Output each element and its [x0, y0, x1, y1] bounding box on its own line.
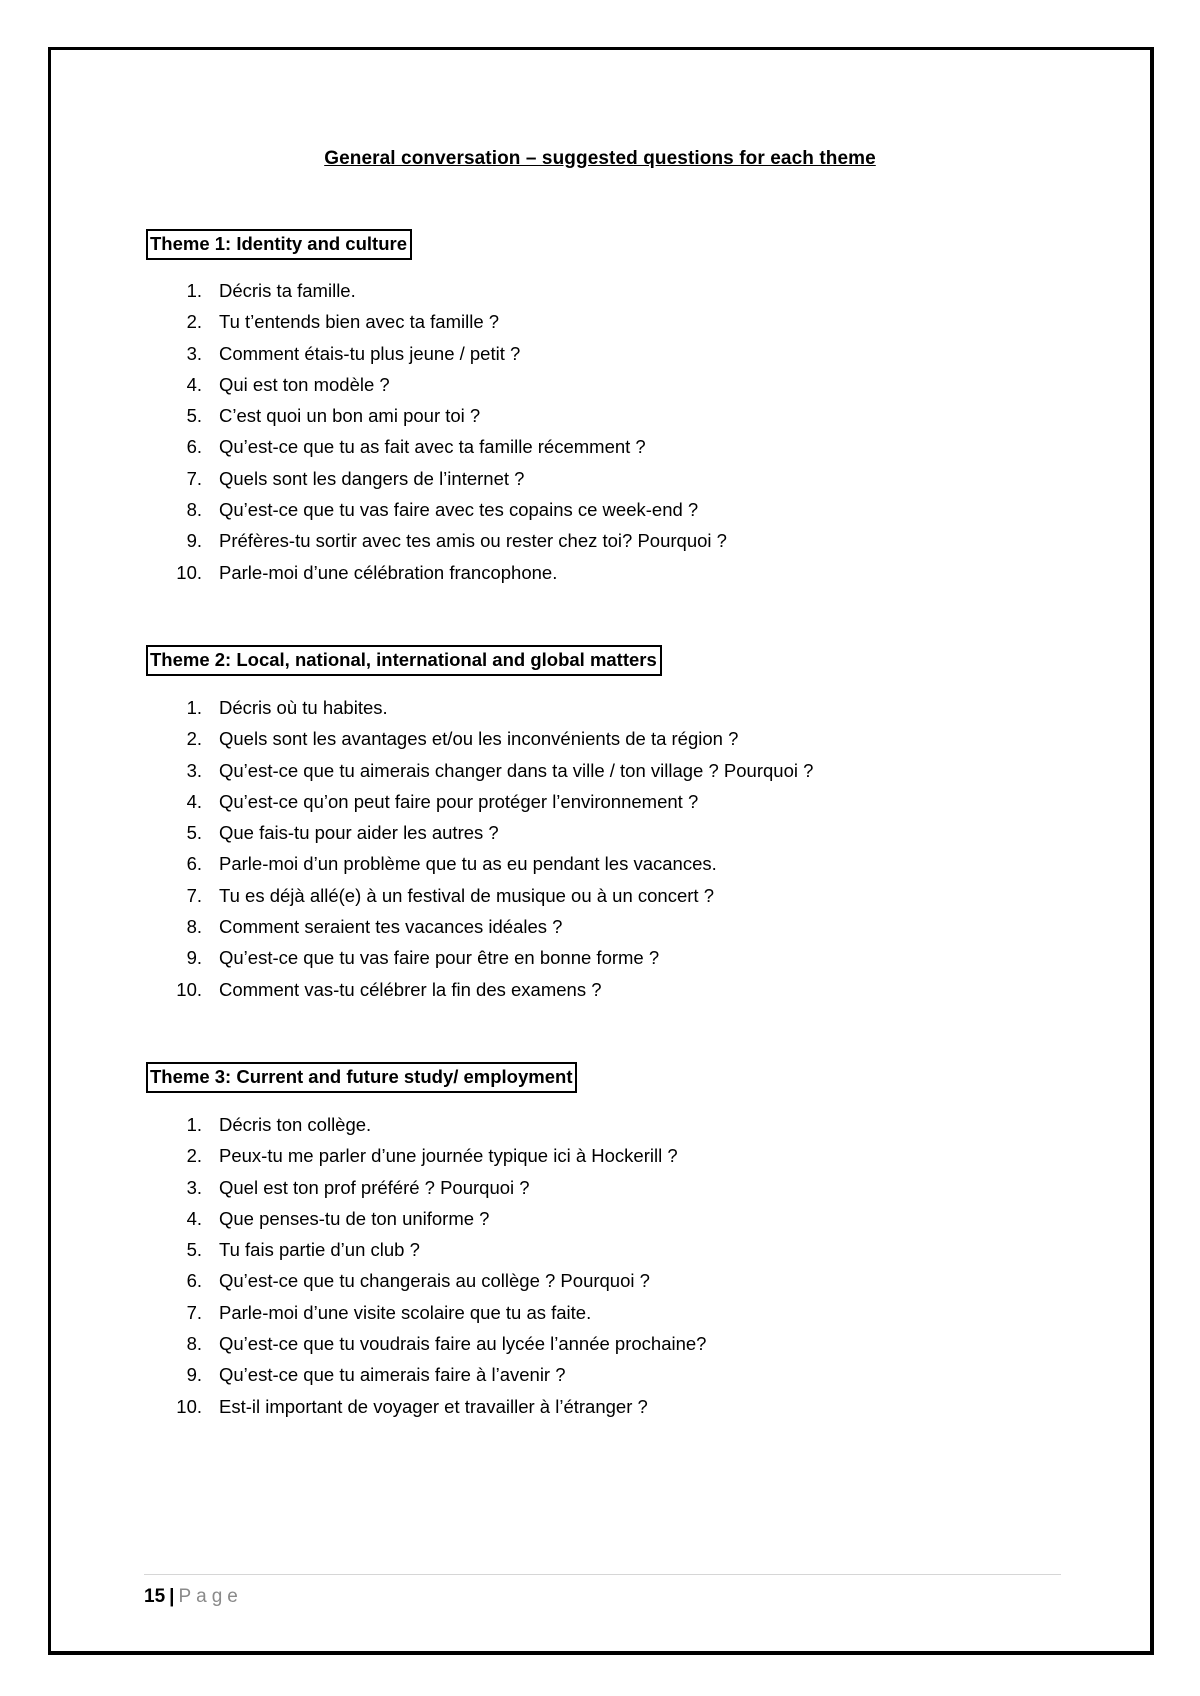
- question-text: Est-il important de voyager et travailler à l’étranger ?: [219, 1395, 648, 1417]
- list-item: [146, 1391, 706, 1422]
- footer-separator: |: [169, 1586, 175, 1607]
- list-item: [146, 786, 813, 817]
- question-text: Comment seraient tes vacances idéales ?: [219, 916, 563, 938]
- question-text: Que penses-tu de ton uniforme ?: [219, 1207, 490, 1229]
- list-item: [146, 1140, 706, 1171]
- list-number: 5.: [186, 1239, 202, 1261]
- question-text: Parle-moi d’une visite scolaire que tu as faite.: [219, 1301, 592, 1323]
- list-item: [146, 692, 813, 723]
- theme-2-question-list: [146, 692, 813, 1005]
- list-number: 8.: [186, 916, 202, 938]
- list-number: 5.: [186, 822, 202, 844]
- list-item: [146, 1297, 706, 1328]
- question-text: Préfères-tu sortir avec tes amis ou rester chez toi? Pourquoi ?: [219, 530, 727, 552]
- list-item: [146, 1203, 706, 1234]
- question-text: Qu’est-ce que tu aimerais changer dans ta ville / ton village ? Pourquoi ?: [219, 759, 814, 781]
- list-number: 5.: [186, 405, 202, 427]
- page-footer: [144, 1586, 243, 1608]
- list-item: [146, 817, 813, 848]
- list-item: [146, 1359, 706, 1390]
- question-text: Parle-moi d’une célébration francophone.: [219, 561, 558, 583]
- question-text: Qu’est-ce que tu vas faire avec tes copains ce week-end ?: [219, 499, 699, 521]
- list-number: 2.: [186, 311, 202, 333]
- list-number: 9.: [186, 1364, 202, 1386]
- list-number: 3.: [186, 1176, 202, 1198]
- list-number: 3.: [186, 342, 202, 364]
- question-text: Parle-moi d’un problème que tu as eu pendant les vacances.: [219, 853, 717, 875]
- list-item: [146, 848, 813, 879]
- theme-1-question-list: [146, 275, 727, 588]
- list-number: 7.: [186, 884, 202, 906]
- list-number: 3.: [186, 759, 202, 781]
- theme-2-heading: Theme 2: Local, national, international and global matters: [146, 645, 662, 676]
- page-label: Page: [178, 1586, 243, 1607]
- list-number: 6.: [186, 853, 202, 875]
- list-item: [146, 880, 813, 911]
- list-item: [146, 1109, 706, 1140]
- list-number: 4.: [186, 373, 202, 395]
- list-item: [146, 369, 727, 400]
- question-text: Quel est ton prof préféré ? Pourquoi ?: [219, 1176, 530, 1198]
- list-number: 2.: [186, 728, 202, 750]
- page-title: General conversation – suggested questions for each theme: [324, 148, 876, 169]
- list-number: 6.: [186, 1270, 202, 1292]
- question-text: Décris où tu habites.: [219, 697, 388, 718]
- question-text: Comment étais-tu plus jeune / petit ?: [219, 342, 521, 364]
- list-number: 8.: [186, 1333, 202, 1355]
- question-text: Quels sont les avantages et/ou les inconvénients de ta région ?: [219, 728, 739, 750]
- question-text: Qui est ton modèle ?: [219, 373, 390, 395]
- list-number: 7.: [186, 467, 202, 489]
- list-item: [146, 911, 813, 942]
- list-number: 6.: [186, 436, 202, 458]
- question-text: Que fais-tu pour aider les autres ?: [219, 822, 499, 844]
- footer-divider: [144, 1574, 1061, 1575]
- list-number: 9.: [186, 947, 202, 969]
- list-number: 2.: [186, 1145, 202, 1167]
- list-number: 9.: [186, 530, 202, 552]
- list-item: [146, 275, 727, 306]
- question-text: Qu’est-ce que tu aimerais faire à l’avenir ?: [219, 1364, 566, 1386]
- question-text: Qu’est-ce que tu changerais au collège ? Pourquoi ?: [219, 1270, 650, 1292]
- list-item: [146, 306, 727, 337]
- list-item: [146, 338, 727, 369]
- list-item: [146, 431, 727, 462]
- question-text: C’est quoi un bon ami pour toi ?: [219, 405, 481, 427]
- list-number: 4.: [186, 790, 202, 812]
- list-item: [146, 1265, 706, 1296]
- list-item: [146, 1234, 706, 1265]
- question-text: Quels sont les dangers de l’internet ?: [219, 467, 525, 489]
- list-number: 8.: [186, 499, 202, 521]
- list-item: [146, 400, 727, 431]
- question-text: Tu fais partie d’un club ?: [219, 1239, 420, 1261]
- list-item: [146, 755, 813, 786]
- list-item: [146, 557, 727, 588]
- list-number: 1.: [186, 1114, 202, 1135]
- list-number: 10.: [176, 1395, 202, 1417]
- list-item: [146, 463, 727, 494]
- question-text: Décris ton collège.: [219, 1114, 372, 1135]
- list-item: [146, 1328, 706, 1359]
- list-number: 10.: [176, 978, 202, 1000]
- question-text: Tu es déjà allé(e) à un festival de musique ou à un concert ?: [219, 884, 714, 906]
- list-number: 1.: [186, 280, 202, 301]
- list-item: [146, 723, 813, 754]
- list-number: 10.: [176, 561, 202, 583]
- theme-3-question-list: [146, 1109, 706, 1422]
- theme-1-heading: Theme 1: Identity and culture: [146, 229, 412, 260]
- question-text: Qu’est-ce que tu as fait avec ta famille récemment ?: [219, 436, 646, 458]
- list-item: [146, 525, 727, 556]
- question-text: Qu’est-ce qu’on peut faire pour protéger l’environnement ?: [219, 790, 699, 812]
- question-text: Qu’est-ce que tu vas faire pour être en bonne forme ?: [219, 947, 660, 969]
- page-number: 15: [144, 1586, 166, 1607]
- list-number: 1.: [186, 697, 202, 718]
- list-item: [146, 942, 813, 973]
- list-item: [146, 1172, 706, 1203]
- question-text: Tu t’entends bien avec ta famille ?: [219, 311, 500, 333]
- list-number: 7.: [186, 1301, 202, 1323]
- question-text: Comment vas-tu célébrer la fin des examens ?: [219, 978, 602, 1000]
- list-item: [146, 974, 813, 1005]
- question-text: Qu’est-ce que tu voudrais faire au lycée l’année prochaine?: [219, 1333, 707, 1355]
- list-item: [146, 494, 727, 525]
- question-text: Peux-tu me parler d’une journée typique ici à Hockerill ?: [219, 1145, 678, 1167]
- list-number: 4.: [186, 1207, 202, 1229]
- question-text: Décris ta famille.: [219, 280, 356, 301]
- theme-3-heading: Theme 3: Current and future study/ employment: [146, 1062, 577, 1093]
